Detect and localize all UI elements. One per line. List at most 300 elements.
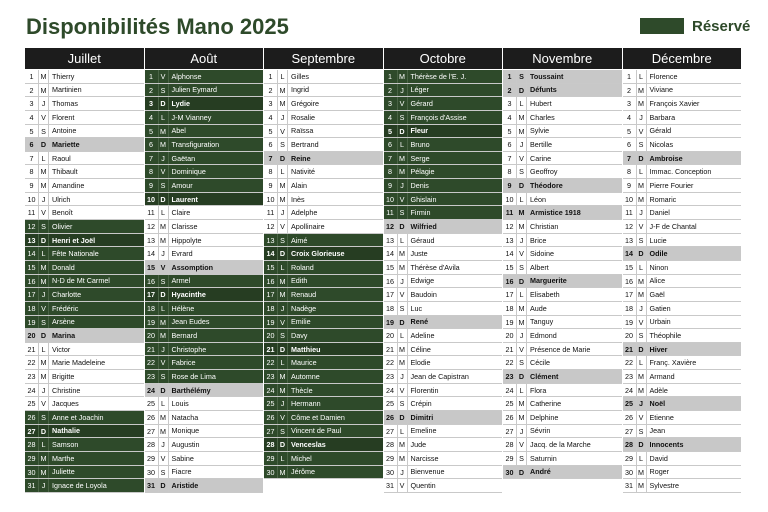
day-row[interactable] [384,466,503,480]
day-row[interactable] [384,356,503,370]
saint-name: Michel [291,453,312,463]
day-of-week: L [278,70,288,83]
day-row[interactable] [264,302,383,316]
day-row[interactable] [25,356,144,370]
day-row[interactable] [623,152,742,166]
day-row[interactable] [264,152,383,166]
day-of-week: M [39,165,49,178]
day-row[interactable] [264,452,383,466]
day-row[interactable] [264,206,383,220]
saint-name: Marthe [52,453,75,463]
day-row[interactable] [264,247,383,261]
day-row[interactable] [384,452,503,466]
saint-name: Sylvie [530,126,550,136]
day-row[interactable] [145,220,264,234]
day-of-week: M [278,370,288,383]
day-row[interactable] [145,152,264,166]
day-number: 21 [503,343,517,356]
day-number: 6 [25,138,39,151]
day-row[interactable] [25,97,144,111]
day-number: 11 [503,206,517,219]
day-row[interactable] [145,275,264,289]
day-row[interactable] [25,316,144,330]
day-row[interactable] [145,111,264,125]
day-row[interactable] [264,425,383,439]
day-row[interactable] [25,370,144,384]
day-row[interactable] [503,138,622,152]
day-of-week: M [517,206,527,219]
saint-name: Dominique [171,167,206,177]
day-number: 13 [503,234,517,247]
day-row[interactable] [145,165,264,179]
day-row[interactable] [145,84,264,98]
day-row[interactable] [384,479,503,493]
saint-name: Juliette [52,467,75,477]
day-row[interactable] [25,84,144,98]
day-row[interactable] [25,397,144,411]
day-row[interactable] [623,179,742,193]
day-number: 2 [145,84,159,97]
day-row[interactable] [384,302,503,316]
day-of-week: M [398,152,408,165]
day-row[interactable] [384,411,503,425]
day-of-week: M [637,466,647,479]
day-row[interactable] [264,411,383,425]
day-number: 19 [25,316,39,329]
day-row[interactable] [623,84,742,98]
day-of-week: J [637,302,647,315]
day-number: 12 [264,220,278,233]
saint-name: Christian [530,221,559,231]
day-row[interactable] [623,111,742,125]
day-row[interactable] [623,302,742,316]
day-number: 22 [623,356,637,369]
day-row[interactable] [25,329,144,343]
day-number: 3 [623,97,637,110]
day-row[interactable] [25,125,144,139]
day-of-week: L [159,302,169,315]
saint-name: J-F de Chantal [649,221,697,231]
day-row[interactable] [623,356,742,370]
day-row[interactable] [145,438,264,452]
day-row[interactable] [145,138,264,152]
day-row[interactable] [25,70,144,84]
day-number: 2 [25,84,39,97]
saint-name: Rose de Lima [171,371,216,381]
day-number: 5 [145,125,159,138]
day-row[interactable] [145,397,264,411]
day-row[interactable] [145,261,264,275]
day-of-week: L [278,165,288,178]
day-number: 1 [503,70,517,83]
day-row[interactable] [25,452,144,466]
day-row[interactable] [264,138,383,152]
day-row[interactable] [25,275,144,289]
day-number: 24 [25,384,39,397]
day-number: 24 [264,384,278,397]
month-column [503,48,623,493]
legend-reserved-label: Réservé [692,17,751,35]
day-row[interactable] [623,425,742,439]
day-number: 12 [384,220,398,233]
day-row[interactable] [384,84,503,98]
legend-reserved-swatch [640,18,684,34]
day-row[interactable] [264,111,383,125]
day-row[interactable] [25,466,144,480]
day-of-week: J [39,288,49,301]
day-of-week: V [398,193,408,206]
day-number: 27 [264,425,278,438]
day-row[interactable] [25,220,144,234]
day-row[interactable] [25,384,144,398]
day-row[interactable] [145,370,264,384]
saint-name: Samson [52,440,79,450]
day-row[interactable] [503,152,622,166]
day-row[interactable] [384,138,503,152]
day-of-week: V [517,343,527,356]
day-row[interactable] [25,302,144,316]
day-row[interactable] [264,370,383,384]
day-row[interactable] [264,397,383,411]
saint-name: Edith [291,276,308,286]
day-row[interactable] [384,152,503,166]
day-row[interactable] [264,261,383,275]
day-row[interactable] [623,193,742,207]
day-number: 31 [25,479,39,492]
day-row[interactable] [145,206,264,220]
day-row[interactable] [384,70,503,84]
day-row[interactable] [503,261,622,275]
day-number: 13 [25,234,39,247]
day-row[interactable] [503,397,622,411]
day-row[interactable] [503,343,622,357]
day-row[interactable] [25,425,144,439]
day-row[interactable] [264,316,383,330]
day-row[interactable] [384,261,503,275]
day-row[interactable] [623,70,742,84]
saint-name: Louis [171,399,189,409]
day-row[interactable] [503,316,622,330]
day-row[interactable] [503,438,622,452]
day-row[interactable] [623,165,742,179]
day-list [384,70,504,493]
day-row[interactable] [503,288,622,302]
day-number: 13 [623,234,637,247]
day-of-week: S [159,275,169,288]
day-row[interactable] [264,84,383,98]
day-row[interactable] [384,425,503,439]
day-row[interactable] [145,302,264,316]
day-row[interactable] [623,466,742,480]
day-row[interactable] [623,275,742,289]
saint-name: Venceslas [291,440,326,450]
day-of-week: S [278,234,288,247]
day-number: 14 [384,247,398,260]
saint-name: Clément [530,371,559,381]
day-row[interactable] [384,125,503,139]
day-of-week: V [39,206,49,219]
day-row[interactable] [264,220,383,234]
day-row[interactable] [384,343,503,357]
day-number: 4 [264,111,278,124]
day-number: 12 [503,220,517,233]
day-row[interactable] [384,438,503,452]
day-row[interactable] [384,397,503,411]
day-row[interactable] [384,329,503,343]
day-of-week: J [159,438,169,451]
day-of-week: J [637,111,647,124]
day-number: 6 [384,138,398,151]
day-row[interactable] [503,70,622,84]
day-of-week: M [637,193,647,206]
day-row[interactable] [384,111,503,125]
day-row[interactable] [384,206,503,220]
day-row[interactable] [503,165,622,179]
day-of-week: V [278,316,288,329]
day-row[interactable] [145,466,264,480]
day-row[interactable] [145,329,264,343]
day-of-week: V [637,125,647,138]
day-row[interactable] [145,234,264,248]
day-row[interactable] [25,261,144,275]
day-row[interactable] [264,97,383,111]
day-row[interactable] [623,288,742,302]
day-row[interactable] [264,288,383,302]
saint-name: Sabine [171,453,194,463]
saint-name: Alphonse [171,71,202,81]
day-row[interactable] [503,247,622,261]
day-of-week: M [637,84,647,97]
day-row[interactable] [623,97,742,111]
saint-name: Vincent de Paul [291,426,342,436]
day-of-week: M [517,397,527,410]
day-row[interactable] [25,111,144,125]
day-number: 27 [503,425,517,438]
day-of-week: L [398,425,408,438]
day-row[interactable] [384,220,503,234]
day-row[interactable] [384,193,503,207]
day-of-week: M [278,193,288,206]
day-row[interactable] [264,384,383,398]
day-row[interactable] [503,125,622,139]
day-row[interactable] [264,234,383,248]
day-row[interactable] [25,234,144,248]
saint-name: Thomas [52,99,78,109]
saint-name: Apollinaire [291,221,325,231]
day-row[interactable] [145,288,264,302]
day-row[interactable] [623,234,742,248]
day-row[interactable] [503,425,622,439]
day-row[interactable] [264,179,383,193]
day-of-week: V [398,384,408,397]
day-row[interactable] [384,179,503,193]
day-number: 14 [145,247,159,260]
day-row[interactable] [264,343,383,357]
day-row[interactable] [503,370,622,384]
day-row[interactable] [145,411,264,425]
day-row[interactable] [25,247,144,261]
day-row[interactable] [503,329,622,343]
day-row[interactable] [145,97,264,111]
day-row[interactable] [503,466,622,480]
day-of-week: M [398,343,408,356]
day-row[interactable] [264,165,383,179]
day-of-week: M [39,275,49,288]
day-row[interactable] [264,356,383,370]
day-row[interactable] [503,84,622,98]
day-row[interactable] [503,234,622,248]
day-row[interactable] [145,425,264,439]
day-row[interactable] [25,165,144,179]
day-row[interactable] [145,193,264,207]
day-row[interactable] [503,302,622,316]
day-number: 31 [623,479,637,492]
day-row[interactable] [25,193,144,207]
saint-name: Emilie [291,317,311,327]
day-row[interactable] [623,343,742,357]
day-row[interactable] [384,234,503,248]
day-of-week: S [159,84,169,97]
saint-name: Etienne [649,412,674,422]
day-row[interactable] [623,125,742,139]
day-row[interactable] [384,370,503,384]
day-row[interactable] [503,220,622,234]
saint-name: Hélène [171,303,195,313]
day-row[interactable] [145,356,264,370]
saint-name: Claire [171,208,191,218]
saint-name: Julien Eymard [171,85,218,95]
day-row[interactable] [25,343,144,357]
day-row[interactable] [25,288,144,302]
day-of-week: J [39,479,49,492]
day-number: 28 [384,438,398,451]
day-row[interactable] [145,479,264,493]
day-row[interactable] [145,452,264,466]
day-row[interactable] [623,384,742,398]
day-number: 10 [145,193,159,206]
day-row[interactable] [264,70,383,84]
saint-name: Aude [530,303,547,313]
day-row[interactable] [623,220,742,234]
day-row[interactable] [145,125,264,139]
saint-name: Abel [171,126,186,136]
day-number: 4 [623,111,637,124]
day-number: 30 [264,466,278,479]
day-of-week: J [159,152,169,165]
day-row[interactable] [384,247,503,261]
day-number: 23 [623,370,637,383]
day-row[interactable] [384,97,503,111]
day-of-week: L [637,356,647,369]
day-row[interactable] [25,206,144,220]
month-column [25,48,145,493]
day-number: 29 [264,452,278,465]
day-row[interactable] [623,329,742,343]
day-number: 31 [145,479,159,492]
day-row[interactable] [503,97,622,111]
day-row[interactable] [264,125,383,139]
saint-name: Ambroise [649,153,683,163]
day-row[interactable] [623,370,742,384]
day-of-week: J [398,370,408,383]
day-row[interactable] [623,247,742,261]
day-row[interactable] [623,452,742,466]
day-number: 16 [145,275,159,288]
day-row[interactable] [145,384,264,398]
day-row[interactable] [264,329,383,343]
saint-name: Reine [291,153,311,163]
day-number: 6 [623,138,637,151]
day-row[interactable] [145,179,264,193]
day-number: 25 [145,397,159,410]
day-row[interactable] [503,384,622,398]
day-row[interactable] [25,479,144,493]
day-row[interactable] [264,275,383,289]
day-row[interactable] [503,275,622,289]
day-row[interactable] [25,138,144,152]
day-row[interactable] [503,411,622,425]
day-row[interactable] [503,193,622,207]
day-row[interactable] [623,438,742,452]
saint-name: Frédéric [52,303,79,313]
day-row[interactable] [264,193,383,207]
day-row[interactable] [503,206,622,220]
day-row[interactable] [25,438,144,452]
day-row[interactable] [25,179,144,193]
saint-name: J-M Vianney [171,112,212,122]
day-row[interactable] [25,152,144,166]
day-row[interactable] [264,466,383,480]
day-row[interactable] [623,479,742,493]
day-row[interactable] [384,288,503,302]
day-row[interactable] [264,438,383,452]
day-row[interactable] [145,247,264,261]
day-row[interactable] [623,411,742,425]
day-row[interactable] [384,165,503,179]
day-row[interactable] [25,411,144,425]
day-row[interactable] [623,138,742,152]
saint-name: Brice [530,235,547,245]
saint-name: Ulrich [52,194,71,204]
day-number: 23 [384,370,398,383]
saint-name: Bienvenue [410,467,445,477]
day-row[interactable] [503,179,622,193]
day-number: 3 [145,97,159,110]
day-row[interactable] [384,275,503,289]
day-row[interactable] [145,70,264,84]
day-row[interactable] [623,397,742,411]
day-of-week: D [278,438,288,451]
saint-name: Firmin [410,208,431,218]
day-row[interactable] [145,316,264,330]
day-row[interactable] [503,111,622,125]
day-row[interactable] [503,452,622,466]
day-row[interactable] [384,384,503,398]
saint-name: Tanguy [530,317,554,327]
day-row[interactable] [145,343,264,357]
day-row[interactable] [623,316,742,330]
day-number: 4 [145,111,159,124]
day-of-week: M [398,261,408,274]
day-row[interactable] [503,356,622,370]
day-row[interactable] [384,316,503,330]
day-row[interactable] [623,206,742,220]
day-number: 23 [264,370,278,383]
day-row[interactable] [623,261,742,275]
saint-name: Florent [52,112,75,122]
saint-name: Jean Eudes [171,317,210,327]
day-of-week: J [517,138,527,151]
